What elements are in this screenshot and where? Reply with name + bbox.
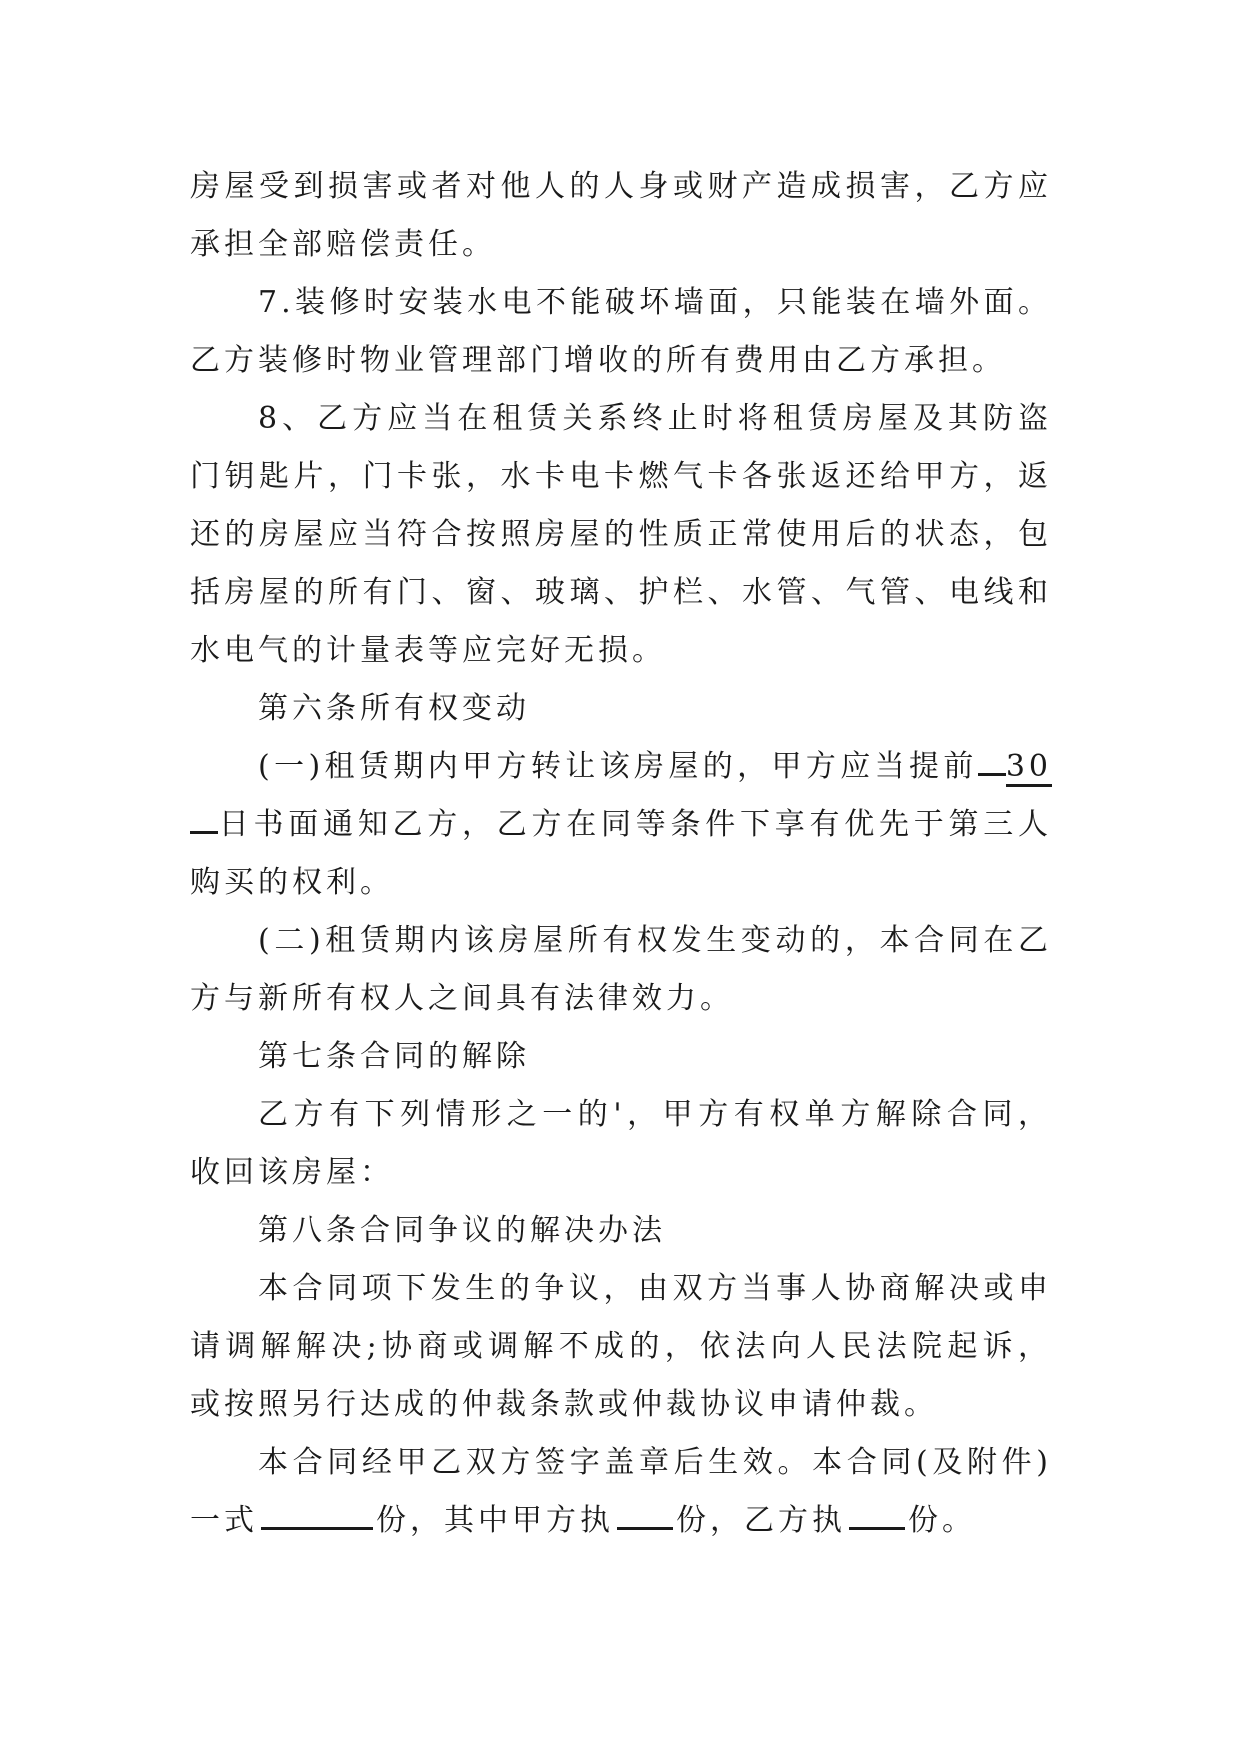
effect-text-2: 份，其中甲方执 xyxy=(376,1503,614,1538)
paragraph-termination: 乙方有下列情形之一的'，甲方有权单方解除合同，收回该房屋： xyxy=(190,1097,1052,1190)
transfer-text-before: (一)租赁期内甲方转让该房屋的，甲方应当提前 xyxy=(258,749,978,784)
blank-line xyxy=(978,747,1006,776)
effect-text-4: 份。 xyxy=(908,1503,976,1538)
copies-total-blank xyxy=(261,1501,373,1530)
paragraph-clause-7: 7.装修时安装水电不能破坏墙面，只能装在墙外面。乙方装修时物业管理部门增收的所有费用由乙方承担。 xyxy=(190,285,1052,378)
effect-text-1: 本合同经甲乙双方签字盖章后生效。本合同(及附件)一式 xyxy=(190,1445,1052,1538)
blank-line xyxy=(190,805,218,834)
section-heading-8: 第八条合同争议的解决办法 xyxy=(258,1213,666,1248)
paragraph-clause-8: 8、乙方应当在租赁关系终止时将租赁房屋及其防盗门钥匙片，门卡张，水卡电卡燃气卡各张返还给甲方，返还的房屋应当符合按照房屋的性质正常使用后的状态，包括房屋的所有门、窗、玻璃、护栏、水管、气管、电线和水电气的计量表等应完好无损。 xyxy=(190,401,1052,668)
paragraph-dispute-resolution: 本合同项下发生的争议，由双方当事人协商解决或申请调解解决;协商或调解不成的，依法向人民法院起诉，或按照另行达成的仲裁条款或仲裁协议申请仲裁。 xyxy=(190,1271,1052,1422)
paragraph-ownership-transfer xyxy=(190,738,1052,912)
paragraph-damage-liability: 房屋受到损害或者对他人的人身或财产造成损害，乙方应承担全部赔偿责任。 xyxy=(190,169,1052,262)
copies-party-b-blank xyxy=(849,1501,905,1530)
transfer-text-after: 日书面通知乙方，乙方在同等条件下享有优先于第三人购买的权利。 xyxy=(190,807,1052,900)
paragraph-ownership-change: (二)租赁期内该房屋所有权发生变动的，本合同在乙方与新所有权人之间具有法律效力。 xyxy=(190,923,1052,1016)
section-heading-6: 第六条所有权变动 xyxy=(258,691,530,726)
paragraph-effectiveness xyxy=(190,1434,1052,1550)
copies-party-a-blank xyxy=(617,1501,673,1530)
document-body xyxy=(190,158,1052,1550)
notice-days-value: 30 xyxy=(1006,749,1052,787)
effect-text-3: 份，乙方执 xyxy=(676,1503,846,1538)
section-heading-7: 第七条合同的解除 xyxy=(258,1039,530,1074)
